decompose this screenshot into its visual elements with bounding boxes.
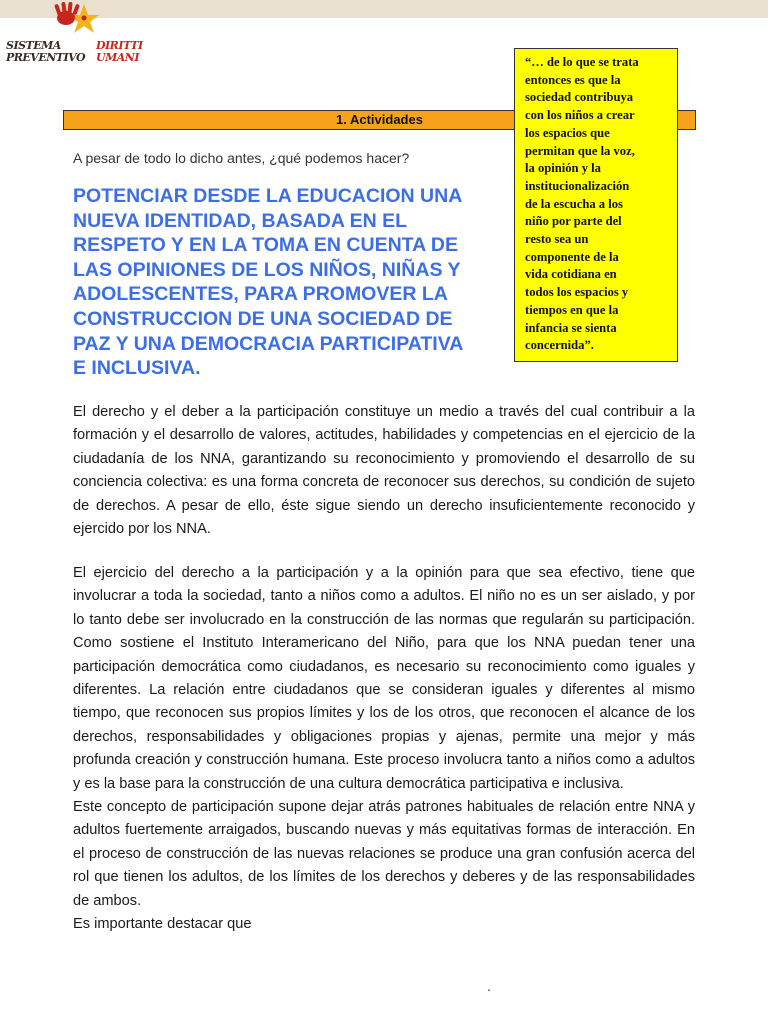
logo-text-sistema: SISTEMA PREVENTIVO [6, 39, 86, 64]
quote-line: institucionalización [525, 178, 630, 193]
quote-line: infancia se sienta [525, 320, 617, 335]
headline-line: POTENCIAR DESDE LA EDUCACION UNA [73, 185, 463, 207]
quote-line: permitan que la voz, [525, 143, 635, 158]
quote-line: sociedad contribuya [525, 90, 634, 105]
quote-line: de la escucha a los [525, 196, 623, 211]
headline-line: E INCLUSIVA. [73, 357, 201, 380]
headline-line: NUEVA IDENTIDAD, BASADA EN EL [73, 209, 408, 232]
section-title-bar: 1. Actividades [63, 110, 696, 130]
headline [73, 184, 503, 381]
quote-line: componente de la [525, 249, 619, 264]
headline-line: LAS OPINIONES DE LOS NIÑOS, NIÑAS Y [73, 258, 461, 281]
headline-line: RESPETO Y EN LA TOMA EN CUENTA DE [73, 234, 459, 257]
quote-box [514, 48, 678, 362]
quote-line: niño por parte del [525, 214, 622, 229]
headline-line: PAZ Y UNA DEMOCRACIA PARTICIPATIVA [73, 332, 464, 355]
quote-line: resto sea un [525, 232, 589, 247]
paragraph: El ejercicio del derecho a la participación y a la opinión para que sea efectivo, tiene que involucrar a toda la sociedad, tanto a niños como a adultos. El niño no es un ser aislado, y por lo tanto debe ser involucrado en la construcción de las normas que regularán su participación. Como sostiene el Instituto Interamericano del Niño, para que los NNA puedan tener una participación democrática como ciudadanos, es necesario su reconocimiento como iguales y diferentes. La relación entre ciudadanos que se consideran iguales y diferentes al mismo tiempo, que reconocen sus propios límites y los de los otros, que reconocen el alcance de los derechos, responsabilidades y obligaciones propias y ajenas, permite una mejor y más profunda creación y construcción humana. Este proceso involucra tanto a niños como a adultos y es la base para la construcción de una cultura democrática participativa e inclusiva. [73, 565, 695, 792]
quote-line: los espacios que [525, 125, 610, 140]
quote-line: concernida”. [525, 338, 594, 353]
question-text: A pesar de todo lo dicho antes, ¿qué podemos hacer? [73, 150, 410, 166]
logo-text-diritti: DIRITTI UMANI [96, 39, 143, 64]
paragraph-block-1 [73, 401, 695, 541]
quote-line: tiempos en que la [525, 302, 619, 317]
headline-line: ADOLESCENTES, PARA PROMOVER LA [73, 283, 448, 306]
paragraph: Este concepto de participación supone dejar atrás patrones habituales de relación entre NNA y adultos fuertemente arraigados, buscando nuevas y más equitativas formas de interacción. En el proceso de construcción de las nuevas relaciones se produce una gran confusión acerca del rol que tienen los adultos, de los límites de los derechos y deberes y de las responsabilidades de ambos. [73, 799, 695, 909]
quote-line: “… de lo que se trata [525, 55, 639, 69]
quote-line: vida cotidiana en [525, 267, 617, 282]
logo [4, 2, 144, 66]
quote-line: todos los espacios y [525, 285, 629, 300]
quote-line: entonces es que la [525, 72, 621, 87]
paragraph: Es importante destacar que [73, 916, 252, 933]
logo-emblem-icon [4, 2, 144, 42]
paragraph-block-2 [73, 562, 695, 937]
headline-line: CONSTRUCCION DE UNA SOCIEDAD DE [73, 307, 453, 330]
footer-mark: . [487, 978, 491, 994]
quote-line: con los niños a crear [525, 108, 635, 123]
paragraph: El derecho y el deber a la participación constituye un medio a través del cual contribuir a la formación y el desarrollo de valores, actitudes, habilidades y competencias en el ejercicio de la ciudadanía de los NNA, garantizando su reconocimiento y promoviendo el desarrollo de su conciencia colectiva: es una forma concreta de reconocer sus derechos, su condición de sujeto de derechos. A pesar de ello, éste sigue siendo un derecho insuficientemente reconocido y ejercido por los NNA. [73, 404, 695, 538]
quote-line: la opinión y la [525, 161, 601, 176]
